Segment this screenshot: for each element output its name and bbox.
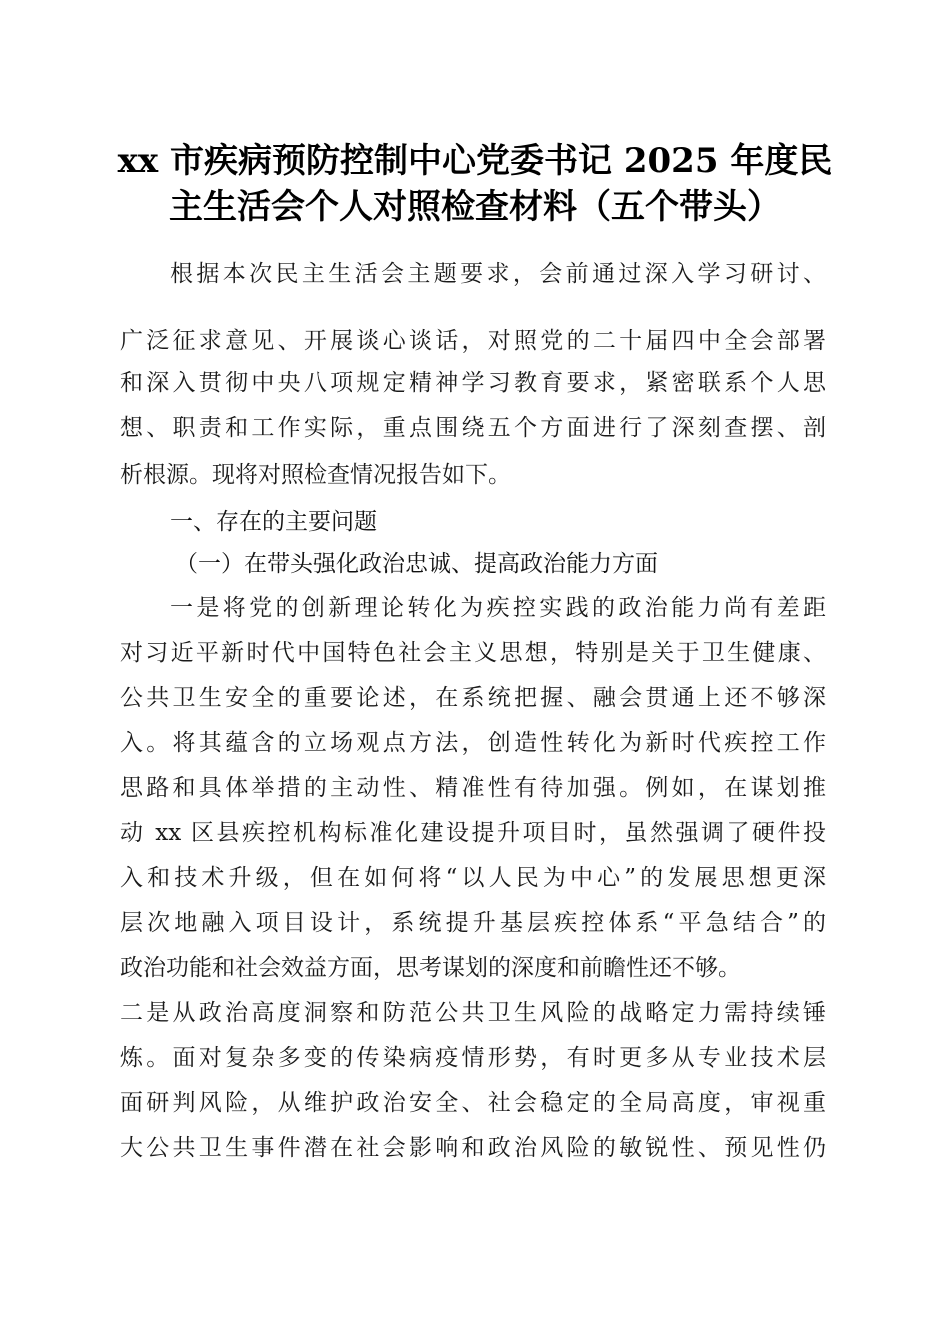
- intro-line: 广泛征求意见、开展谈心谈话，对照党的二十届四中全会部署: [120, 328, 826, 354]
- intro-line: 想、职责和工作实际，重点围绕五个方面进行了深刻查摆、剖: [120, 415, 826, 441]
- body-line: 公共卫生安全的重要论述，在系统把握、融会贯通上还不够深: [120, 685, 826, 711]
- intro-line: 析根源。现将对照检查情况报告如下。: [120, 462, 511, 488]
- document-title-line-1: xx 市疾病预防控制中心党委书记 2025 年度民: [117, 141, 833, 181]
- body-line: 面研判风险，从维护政治安全、社会稳定的全局高度，审视重: [120, 1090, 826, 1116]
- body-line: 炼。面对复杂多变的传染病疫情形势，有时更多从专业技术层: [120, 1045, 826, 1071]
- body-line: 思路和具体举措的主动性、精准性有待加强。例如，在谋划推: [120, 775, 826, 801]
- section-heading: 一、存在的主要问题: [170, 509, 377, 535]
- subsection-heading: （一）在带头强化政治忠诚、提高政治能力方面: [175, 551, 658, 577]
- body-line: 对习近平新时代中国特色社会主义思想，特别是关于卫生健康、: [120, 640, 826, 666]
- body-line: 动 xx 区县疾控机构标准化建设提升项目时，虽然强调了硬件投: [120, 820, 826, 846]
- document-title-line-2: 主生活会个人对照检查材料（五个带头）: [169, 187, 781, 227]
- body-line: 政治功能和社会效益方面，思考谋划的深度和前瞻性还不够。: [120, 955, 741, 981]
- body-line: 一是将党的创新理论转化为疾控实践的政治能力尚有差距: [170, 595, 826, 621]
- body-line: 二是从政治高度洞察和防范公共卫生风险的战略定力需持续锤: [120, 1000, 826, 1026]
- intro-line: 根据本次民主生活会主题要求，会前通过深入学习研讨、: [170, 261, 826, 287]
- body-line: 层次地融入项目设计，系统提升基层疾控体系“平急结合”的: [120, 910, 826, 936]
- body-line: 入和技术升级，但在如何将“以人民为中心”的发展思想更深: [120, 865, 826, 891]
- body-line: 入。将其蕴含的立场观点方法，创造性转化为新时代疾控工作: [120, 730, 826, 756]
- body-line: 大公共卫生事件潜在社会影响和政治风险的敏锐性、预见性仍: [120, 1135, 826, 1161]
- intro-line: 和深入贯彻中央八项规定精神学习教育要求，紧密联系个人思: [120, 370, 826, 396]
